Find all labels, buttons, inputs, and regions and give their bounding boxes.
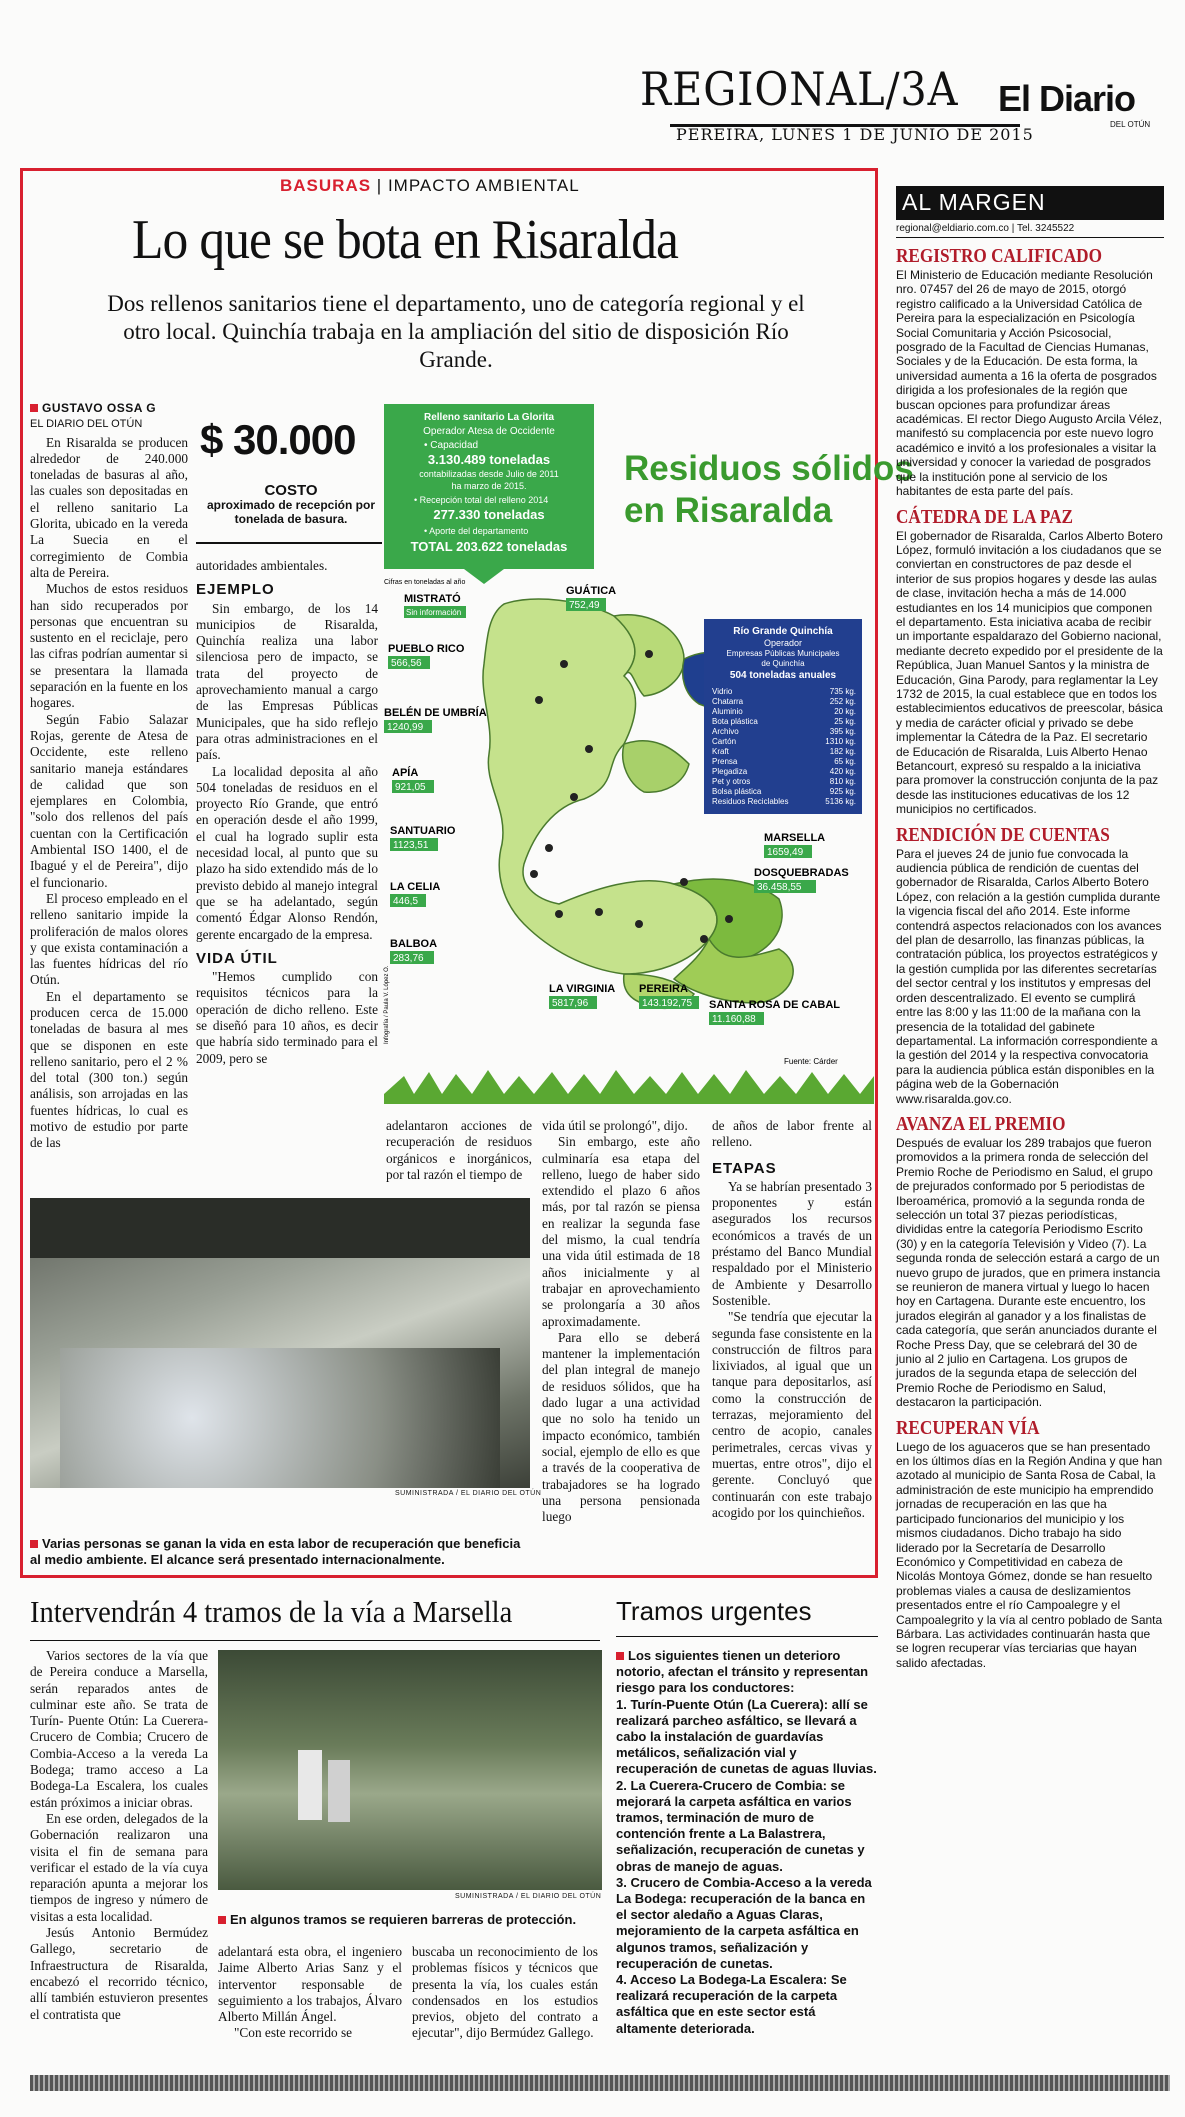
red-square-marker: [218, 1916, 226, 1924]
article-deck: Dos rellenos sanitarios tiene el departamento, uno de categoría regional y el otro local. Quinchía trabaja en la ampliación del sitio de disposición Río Grande.: [107, 291, 805, 372]
article-column-5: [712, 1118, 872, 1521]
tramos-item: 3. Crucero de Combia-Acceso a la vereda La Bodega: recuperación de la banca en el sector aledaño a Aguas Claras, mejoramiento de la carpeta asfáltica en algunos tramos, señalización y recuperación de cunetas.: [616, 1874, 872, 1971]
red-square-marker: [30, 404, 38, 412]
rio-grande-amount: 810 kg.: [829, 777, 856, 786]
paragraph: Sin embargo, de los 14 municipios de Risaralda, Quinchía realiza una labor silenciosa pero de impacto, se trata del proyecto de aprovechamiento manual a cargo de las Empresas Públicas Municipales, que ha sido reflejo para otras administraciones en el país.: [196, 600, 378, 763]
municipio-value: 11.160,88: [712, 1014, 756, 1025]
municipio-name: LA VIRGINIA: [549, 983, 616, 995]
glorita-line: • Capacidad: [424, 440, 479, 451]
photo-credit: SUMINISTRADA / EL DIARIO DEL OTÚN: [395, 1490, 542, 1497]
rio-grande-text: [727, 626, 840, 681]
municipio-value: 752,49: [569, 600, 600, 611]
glorita-line: Operador Atesa de Occidente: [423, 426, 555, 437]
sidebar-contact: regional@eldiario.com.co | Tel. 3245522: [896, 220, 1164, 238]
article-headline: Lo que se bota en Risaralda: [132, 209, 678, 271]
municipio-name: GUÁTICA: [566, 585, 617, 597]
municipio-value: 143.192,75: [642, 998, 693, 1009]
municipio-value: 5817,96: [552, 998, 589, 1009]
red-square-marker: [30, 1540, 38, 1548]
infographic: [384, 404, 914, 1104]
tramos-intro: Los siguientes tienen un deterioro notorio, afectan el tránsito y representan riesgo para los conductores:: [616, 1648, 869, 1696]
marker: [585, 745, 593, 753]
rio-grande-material: Pet y otros: [712, 777, 751, 786]
municipio-value: Sin información: [406, 608, 462, 617]
municipio-value: 446,5: [393, 896, 419, 907]
sidebar-heading: RECUPERAN VÍA: [896, 1416, 1040, 1439]
article-column-4: [542, 1118, 700, 1525]
second-column-1: [30, 1648, 208, 2023]
subhead-ejemplo: EJEMPLO: [196, 581, 275, 599]
glorita-line: • Aporte del departamento: [424, 526, 529, 536]
municipio-name: MISTRATÓ: [404, 593, 461, 605]
glorita-line: contabilizadas desde Julio de 2011: [419, 469, 559, 479]
rio-grande-material: Aluminio: [712, 707, 743, 716]
infographic-credit: Infografía / Paula V. López O.: [384, 965, 390, 1044]
second-column-3: [412, 1944, 598, 2042]
paragraph: Varios sectores de la vía que de Pereira conduce a Marsella, serán reparados antes de culminar este año. Se trata de Turín- Puente Otún: La Cuerera-Crucero de Combia; Crucero de Combia-Acceso a la vereda La Bodega; tramo acceso a La Bodega-La Escalera, los cuales están próximos a iniciar obras.: [30, 1648, 208, 1810]
cost-label: COSTO: [264, 482, 318, 499]
paragraph: Ya se habrían presentado 3 proponentes y están asegurados los recursos económicos a través de un préstamo del Banco Mundial respaldado por el Ministerio de Ambiente y Desarrollo Sostenible.: [712, 1178, 872, 1308]
rio-grande-material: Plegadiza: [712, 767, 748, 776]
glorita-line: 277.330 toneladas: [433, 507, 545, 522]
municipio-name: PUEBLO RICO: [388, 643, 465, 655]
rio-grande-material: Residuos Reciclables: [712, 797, 789, 806]
sidebar-text: Luego de los aguaceros que se han presentado en los últimos días en la Región Andina y que han azotado al municipio de Santa Rosa de Cabal, la administración de este municipio ha emprendido jornadas de recuperación en las que ha participado funcionarios del municipio y los mismos ciudadanos. Dicho trabajo ha sido liderado por la Secretaría de Desarrollo Económico y Competitividad en cabeza de Nicolás Montoya Gómez, donde se han resuelto problemas viales a causa de deslizamientos presentados entre el río Campoalegre y el Campoalegrito y la vía al centro poblado de Santa Bárbara. Las actividades continuarán hasta que se logren recuperar vías terciarias que hayan salido afectadas.: [896, 1439, 1163, 1670]
municipio-value: 36.458,55: [757, 882, 802, 893]
glorita-line: TOTAL 203.622 toneladas: [410, 539, 568, 554]
subhead-etapas: ETAPAS: [712, 1159, 777, 1177]
paragraph: adelantará esta obra, el ingeniero Jaime Alberto Arias Sanz y el interventor responsable de seguimiento a los trabajos, Álvaro Alberto Millán Ángel.: [218, 1944, 402, 2025]
paragraph: Sin embargo, este año culminaría esa etapa del relleno, luego de haber sido extendido el plazo 6 años más, por tal razón se piensa en realizar la segunda fase del mismo, la cual tendría una vida útil estimada de 18 años inicialmente y al trabajar en aprovechamiento se prolongaría a 30 años aproximadamente.: [542, 1134, 700, 1329]
rio-grande-amount: 420 kg.: [829, 767, 856, 776]
paragraph: Muchos de estos residuos han sido recuperados por personas que encuentran su sustento en el reciclaje, pero las cifras podrían aumentar si se presentara la llamada separación en la fuente en los hogares.: [30, 581, 188, 711]
photo-person: [298, 1750, 322, 1820]
sidebar-al-margen: [896, 186, 1164, 1670]
rio-grande-amount: 25 kg.: [834, 717, 856, 726]
municipio-name: BELÉN DE UMBRÍA: [384, 707, 487, 719]
paragraph: "Hemos cumplido con requisitos técnicos para la operación de dicho relleno. Este se diseñó para 10 años, es decir que habría sido terminado para el 2009, pero se: [196, 969, 378, 1066]
divider: [616, 1636, 878, 1637]
marker: [645, 650, 653, 658]
tramos-item: 4. Acceso La Bodega-La Escalera: Se realizará recuperación de la carpeta asfáltica que en este sector está altamente deteriorada.: [616, 1972, 847, 2036]
sidebar-heading: AVANZA EL PREMIO: [896, 1112, 1066, 1135]
rio-grande-amount: 252 kg.: [829, 697, 856, 706]
grass-decoration: [384, 1070, 874, 1104]
rio-grande-amount: 735 kg.: [829, 687, 856, 696]
second-headline: Intervendrán 4 tramos de la vía a Marsella: [30, 1594, 513, 1629]
glorita-line: Relleno sanitario La Glorita: [423, 412, 555, 423]
infographic-source: Fuente: Cárder: [784, 1057, 838, 1066]
paragraph: "Se tendría que ejecutar la segunda fase consistente en la construcción de filtros para lixiviados, al igual que un tanque para depositarlos, así como la construcción de terrazas, mejoramiento del centro de acopio, canales perimetrales, cercas vivas y muertas, entre otros", dijo el gerente. Concluyó que continuarán con este trabajo acogido por los quinchieños.: [712, 1309, 872, 1520]
rio-grande-material: Prensa: [712, 757, 738, 766]
issue-date: PEREIRA, LUNES 1 DE JUNIO DE 2015: [676, 125, 1034, 144]
municipio-name: PEREIRA: [639, 983, 688, 995]
photo-caption: [30, 1536, 530, 1568]
infographic-svg: [384, 404, 914, 1104]
divider: [196, 542, 382, 544]
rio-grande-material: Bolsa plástica: [712, 787, 762, 796]
marker: [545, 844, 553, 852]
municipio-value: 1659,49: [767, 847, 804, 858]
glorita-line: 3.130.489 toneladas: [427, 452, 551, 467]
red-square-marker: [616, 1652, 624, 1660]
sidebar-heading: RENDICIÓN DE CUENTAS: [896, 823, 1110, 846]
tramos-item: 2. La Cuerera-Crucero de Combia: se mejorará la carpeta asfáltica en varios tramos, terminación de muro de contención frente a La Balastrera, señalización, recuperación de cunetas y obras de manejo de aguas.: [616, 1777, 865, 1874]
kicker-separator: |: [376, 176, 383, 195]
newspaper-logo-sub: DEL OTÚN: [1110, 120, 1151, 129]
rio-grande-material: Bota plástica: [712, 717, 758, 726]
paragraph: En el departamento se producen cerca de 15.000 toneladas de basura al mes que se disponen en este relleno sanitario, pero el 2 % del total (300 ton.) según análisis, son arrojadas en las fuentes hídricas, lo cual es motivo de estudio por parte de las: [30, 988, 188, 1151]
marker: [680, 878, 688, 886]
marker: [555, 910, 563, 918]
paragraph: buscaba un reconocimiento de los problemas físicos y técnicos que presenta la vía, los cuales están condensados en los estudios previos, objeto del contrato a ejecutar", dijo Bermúdez Gallego.: [412, 1944, 598, 2041]
kicker-topic: BASURAS: [280, 176, 372, 195]
photo-roof: [30, 1198, 530, 1258]
sidebar-text: El gobernador de Risaralda, Carlos Alberto Botero López, formuló invitación a los ciudadanos que se conviertan en constructores de paz desde el interior de sus propios hogares y desde las aulas de clase, invitación hecha a más de 14.000 estudiantes en los 14 municipios que componen el departamento. Esta iniciativa acaba de recibir un importante espaldarazo del Gobierno nacional, mediante decreto expedido por el presidente de la República, Juan Manuel Santos y la ministra de Educación, Gina Parody, para reglamentar la Ley 1732 de 2015, la cual establece que en todos los establecimientos educativos de preescolar, básica y media de carácter oficial y privado se debe implementar la Cátedra de la Paz. El secretario de Educación de Risaralda, Luis Alberto Henao Betancourt, expresó su respaldo a la iniciativa para promover la construcción conjunta de la paz desde las instituciones educativas de los 12 municipios no certificados.: [896, 528, 1163, 817]
photo-person: [328, 1760, 350, 1822]
cost-text: aproximado de recepción por tonelada de basura.: [206, 498, 376, 526]
page-bottom-bar: [30, 2075, 1170, 2091]
infographic-title-1: Residuos sólidos: [624, 449, 914, 488]
rio-grande-operador3: de Quinchía: [761, 659, 805, 668]
rio-grande-amount: 395 kg.: [829, 727, 856, 736]
photo-caption-text: Varias personas se ganan la vida en esta labor de recuperación que beneficia al medio ambiente. El alcance será presentado internacionalmente.: [30, 1536, 521, 1567]
paragraph: "Con este recorrido se: [234, 2025, 353, 2041]
photo-credit: SUMINISTRADA / EL DIARIO DEL OTÚN: [455, 1893, 602, 1900]
municipio-name: DOSQUEBRADAS: [754, 867, 849, 879]
paragraph: En ese orden, delegados de la Gobernación realizaron una visita el fin de semana para verificar el estado de la vía cuya reparación apunta a mejorar los tiempos de ingreso y número de visitas a esta localidad.: [30, 1810, 208, 1924]
tramos-title: Tramos urgentes: [616, 1596, 812, 1626]
municipio-name: SANTA ROSA DE CABAL: [709, 999, 840, 1011]
paragraph: En Risaralda se producen alrededor de 240.000 toneladas de basuras al año, las cuales son depositadas en el relleno sanitario La Glorita, ubicado en la vereda La Suecia en el corregimiento de Combia alta de Pereira.: [30, 434, 188, 580]
municipio-name: SANTUARIO: [390, 825, 456, 837]
sidebar-label: AL MARGEN: [896, 186, 1164, 220]
municipio-name: LA CELIA: [390, 881, 441, 893]
divider: [30, 1640, 600, 1641]
price-callout: $ 30.000: [200, 416, 356, 463]
newspaper-logo: El Diario: [998, 78, 1136, 119]
rio-grande-operador2: Empresas Públicas Municipales: [726, 649, 840, 658]
marker: [570, 793, 578, 801]
rio-grande-amount: 1310 kg.: [825, 737, 856, 746]
rio-grande-material: Kraft: [712, 747, 729, 756]
paragraph: Según Fabio Salazar Rojas, gerente de Atesa de Occidente, este relleno sanitario maneja estándares de calidad que son ejemplares en Colombia, "solo dos rellenos del país cuentan con la Certificación Ambiental ISO 1400, el de Ibagué y el de Pereira", dijo el funcionario.: [30, 711, 188, 890]
paragraph: autoridades ambientales.: [196, 558, 328, 573]
paragraph: vida útil se prolongó", dijo.: [542, 1118, 688, 1133]
glorita-line: • Recepción total del relleno 2014: [414, 495, 549, 505]
paragraph: La localidad deposita al año 504 toneladas de residuos en el proyecto Río Grande, que entró en operación desde el año 1999, el cual ha logrado suplir esta necesidad local, al punto que su plazo ha sido extendido más de lo previsto debido al manejo integral que se ha adelantado, según comentó Édgar Alonso Rendón, gerente encargado de la empresa.: [196, 763, 378, 942]
glorita-pointer: [464, 569, 504, 584]
tramos-box: [616, 1648, 878, 2037]
cifras-note: Cifras en toneladas al año: [384, 579, 466, 586]
marker: [700, 935, 708, 943]
marker: [530, 870, 538, 878]
municipio-value: 921,05: [395, 782, 426, 793]
article-column-3: [386, 1118, 532, 1183]
rio-grande-total: 504 toneladas anuales: [729, 670, 837, 681]
photo-road: [218, 1650, 602, 1890]
marker: [725, 915, 733, 923]
paragraph: Para ello se deberá mantener la implementación del plan integral de manejo de residuos sólidos, que ha dado lugar a una actividad que no solo ha tenido un impacto económico, también social, ejemplo de ello es que a través de la cooperativa de trabajadores se ha logrado una persona pensionada luego: [542, 1329, 700, 1525]
rio-grande-material: Archivo: [712, 727, 739, 736]
paragraph: Jesús Antonio Bermúdez Gallego, secretario de Infraestructura de Risaralda, encabezó el recorrido técnico, allí también estuvieron presentes el contratista que: [30, 1925, 208, 2022]
photo-caption: [218, 1912, 602, 1928]
marker: [560, 660, 568, 668]
rio-grande-operador: Operador: [763, 638, 803, 648]
rio-grande-material: Chatarra: [712, 697, 744, 706]
sidebar-heading: REGISTRO CALIFICADO: [896, 245, 1102, 267]
rio-grande-title: Río Grande Quinchía: [733, 626, 833, 637]
sidebar-text: El Ministerio de Educación mediante Resolución nro. 07457 del 26 de mayo de 2015, otorgó registro calificado a la Universidad Católica de Pereira para la especialización en Psicología Social Comunitaria y Acción Psicosocial, posgrado de la Facultad de Ciencias Humanas, Sociales y de la Educación. De esta forma, la universidad aumenta a 16 la oferta de posgrados dirigida a los profesionales de la región que buscan opciones para profundizar áreas académicas. El rector Diego Augusto Arcila Vélez, manifestó su complacencia por este nuevo logro académico e invitó a los profesionales a visitar la universidad y conocer la variedad de posgrados que la institución pone al servicio de los habitantes de esta parte del país.: [896, 268, 1163, 499]
rio-grande-amount: 182 kg.: [829, 747, 856, 756]
photo-recyclers: [30, 1198, 530, 1488]
municipio-value: 283,76: [393, 953, 424, 964]
rio-grande-material: Vidrio: [712, 687, 733, 696]
marker: [535, 696, 543, 704]
subhead-vida-util: VIDA ÚTIL: [196, 949, 278, 967]
glorita-line: ha marzo de 2015.: [451, 481, 527, 491]
municipio-value: 566,56: [391, 658, 422, 669]
paragraph: adelantaron acciones de recuperación de residuos orgánicos e inorgánicos, por tal razón el tiempo de: [386, 1118, 532, 1182]
second-column-2: [218, 1944, 402, 2042]
marker: [635, 920, 643, 928]
article-column-2: [196, 558, 378, 1067]
article-column-1: [30, 400, 188, 1152]
photo-waste-pile: [60, 1348, 500, 1488]
rio-grande-amount: 925 kg.: [829, 787, 856, 796]
infographic-title-2: en Risaralda: [624, 491, 833, 530]
rio-grande-amount: 65 kg.: [834, 757, 856, 766]
tramos-item: 1. Turín-Puente Otún (La Cuerera): allí se realizará parcheo asfáltico, se llevará a cabo la instalación de guardavías metálicos, señalización vial y recuperación de cunetas de aguas lluvias.: [616, 1696, 877, 1777]
photo-caption-text: En algunos tramos se requieren barreras de protección.: [230, 1912, 577, 1927]
sidebar-text: Para el jueves 24 de junio fue convocada la audiencia pública de rendición de cuentas del gobernador de Risaralda, Carlos Alberto Botero López, con relación a la gestión cumplida durante la vigencia fiscal del año 2014. Este informe contendrá aspectos relacionados con los avances del plan de desarrollo, las finanzas públicas, la contratación pública, los proyectos estratégicos y la gestión cumplida por las diferentes secretarías del sector central y los institutos y empresas del orden descentralizado. El evento se cumplirá entre las 8:00 y las 11:00 de la mañana con la presencia de la totalidad del gabinete departamental. La información correspondiente a la gestión del 2014 y la respectiva convocatoria para la audiencia pública están disponibles en la página web de la Gobernación www.risaralda.gov.co.: [896, 846, 1162, 1106]
sidebar-text: Después de evaluar los 289 trabajos que fueron promovidos a la primera ronda de selección del Premio Roche de Periodismo en Salud, el grupo de prejurados conformado por 5 periodistas de Iberoamérica, promovió a la segunda ronda de selección un total 37 piezas periodísticas, divididas entre la categoría Periodismo Escrito (30) y en la categoría Televisión y Video (7). La segunda ronda de selección estará a cargo de un nuevo grupo de jurados, que en primera instancia se reunieron de manera virtual y luego lo hacen hoy en Cartagena. Durante este encuentro, los jurados elegirán al ganador y a los finalistas de cada categoría, que serán anunciados durante el Roche Press Day, que se celebrará del 30 de junio al 2 julio en Cartagena. Los grupos de jurados de la segunda etapa de selección del Premio Roche de Periodismo en Salud, destacaron la participación.: [896, 1135, 1161, 1410]
rio-grande-amount: 20 kg.: [834, 707, 856, 716]
municipio-value: 1240,99: [387, 722, 424, 733]
paragraph: El proceso empleado en el relleno sanitario impide la proliferación de malos olores y que exista contaminación a las fuentes hídricas del río Otún.: [30, 890, 188, 988]
sidebar-heading: CÁTEDRA DE LA PAZ: [896, 505, 1073, 528]
section-title: REGIONAL/3A: [640, 62, 959, 116]
article-kicker: [280, 176, 580, 196]
cost-note: [196, 484, 386, 526]
tramos-intro-wrap: [616, 1648, 878, 1697]
rio-grande-amount: 5136 kg.: [825, 797, 856, 806]
map-belen: [623, 741, 689, 792]
rio-grande-material: Cartón: [712, 737, 737, 746]
municipio-name: BALBOA: [390, 938, 438, 950]
municipio-name: APÍA: [392, 767, 419, 779]
author-outlet: EL DIARIO DEL OTÚN: [30, 418, 143, 431]
paragraph: de años de labor frente al relleno.: [712, 1118, 872, 1150]
kicker-subtopic: IMPACTO AMBIENTAL: [387, 176, 580, 195]
marker: [595, 908, 603, 916]
municipio-name: MARSELLA: [764, 832, 826, 844]
byline: [30, 400, 188, 416]
author-name: GUSTAVO OSSA G: [42, 401, 157, 415]
municipio-value: 1123,51: [393, 840, 429, 851]
